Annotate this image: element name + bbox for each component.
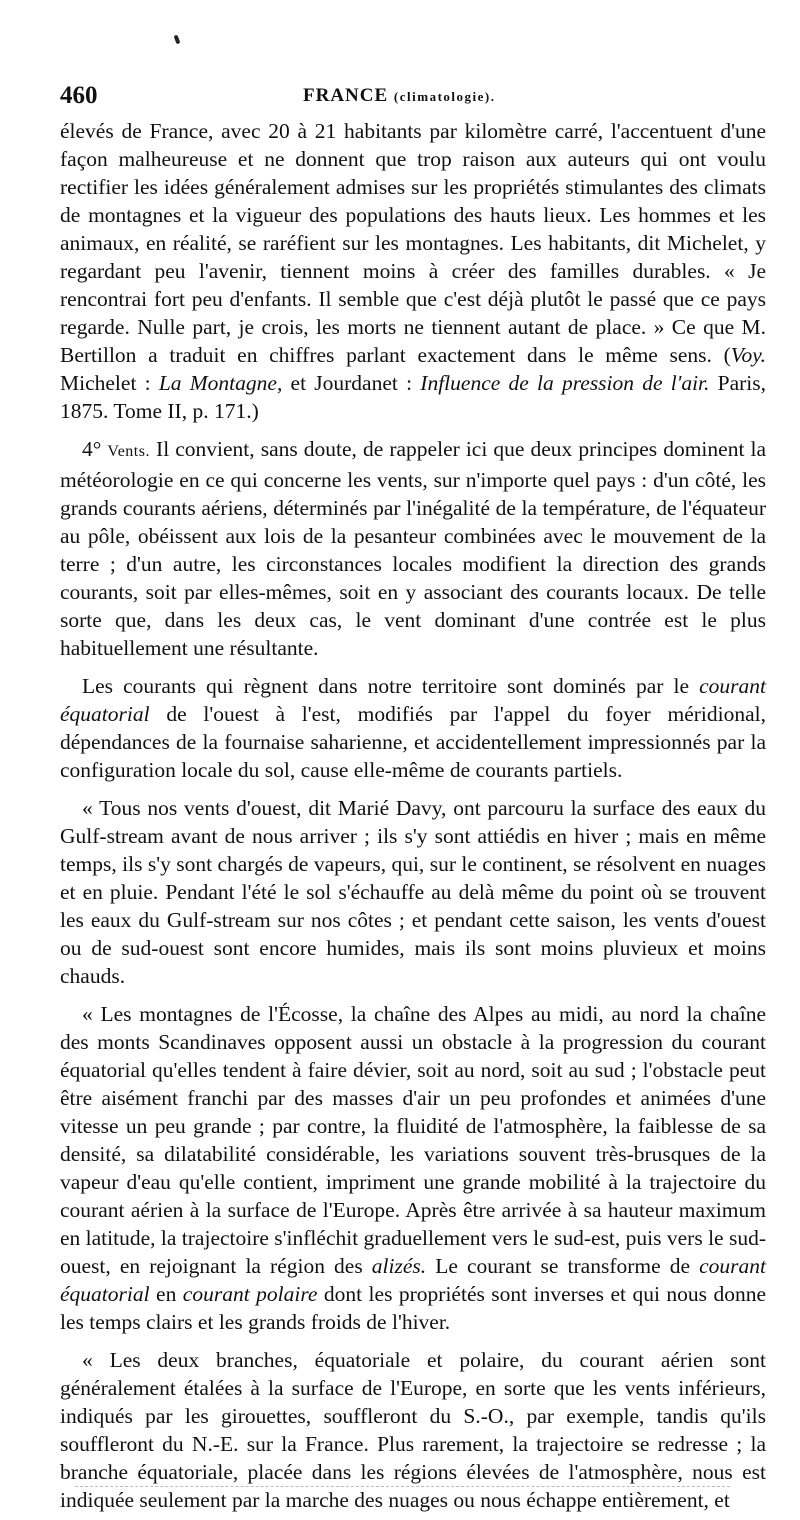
- ink-speck: [174, 35, 181, 45]
- italic-term: courant polaire: [182, 1282, 318, 1306]
- section-number: 4°: [82, 437, 108, 461]
- italic-citation: Voy.: [730, 343, 766, 367]
- paragraph-quote-montagnes: [60, 1000, 766, 1336]
- section-heading: Vents.: [107, 443, 150, 460]
- footer-rule: [75, 1486, 730, 1487]
- paragraph-quote-branches: [60, 1346, 766, 1514]
- italic-citation: La Montagne,: [158, 371, 283, 395]
- running-head-subtitle: (climatologie).: [393, 89, 496, 104]
- paragraph-text: dont les propriétés sont inverses et qui nous donne les temps clairs et les grands froids de l'hiver.: [60, 1282, 766, 1334]
- italic-term: courant équatorial: [60, 674, 766, 726]
- paragraph-text: et Jourdanet :: [282, 371, 421, 395]
- paragraph-courants: [60, 672, 766, 784]
- paragraph-text: Paris, 1875. Tome II, p. 171.): [60, 371, 767, 423]
- paragraph-vents: [60, 435, 766, 662]
- body-text: [60, 117, 766, 1514]
- running-head-title: FRANCE: [303, 85, 389, 106]
- italic-term: alizés.: [371, 1254, 427, 1278]
- italic-citation: Influence de la pression de l'air.: [420, 371, 710, 395]
- paragraph-text: « Les montagnes de l'Écosse, la chaîne des Alpes au midi, au nord la chaîne des monts Scandinaves opposent aussi un obstacle à la progression du courant équatorial qu'elles tendent à faire dévier, soit au nord, soit au sud ; l'obstacle peut être aisément franchi par des masses d'air un peu profondes et animées d'une vitesse un peu grande ; par contre, la fluidité de l'atmosphère, la faiblesse de sa densité, sa dilatabilité considérable, les variations souvent très-brusques de la vapeur d'eau qu'elle contient, impriment une grande mobilité à la trajectoire du courant aérien à la surface de l'Europe. Après être arrivée à sa hauteur maximum en latitude, la trajectoire s'infléchit graduellement vers le sud-est, puis vers le sud-ouest, en rejoignant la région des: [60, 1002, 766, 1278]
- paragraph-text: Le courant se transforme de: [426, 1254, 700, 1278]
- paragraph-continued: [60, 117, 766, 425]
- paragraph-text: de l'ouest à l'est, modifiés par l'appel du foyer méridional, dépendances de la fournaise saharienne, et accidentellement impressionnés par la configuration locale du sol, cause elle-même de courants partiels.: [60, 702, 766, 782]
- paragraph-text: Les courants qui règnent dans notre territoire sont dominés par le: [82, 674, 700, 698]
- page-number: 460: [60, 82, 98, 109]
- paragraph-text: « Tous nos vents d'ouest, dit Marié Davy, ont parcouru la surface des eaux du Gulf-stream avant de nous arriver ; ils s'y sont attiédis en hiver ; mais en même temps, ils s'y sont chargés de vapeurs, qui, sur le continent, se résolvent en nuages et en pluie. Pendant l'été le sol s'échauffe au delà même du point où se trouvent les eaux du Gulf-stream sur nos côtes ; et pendant cette saison, les vents d'ouest ou de sud-ouest sont encore humides, mais ils sont moins pluvieux et moins chauds.: [60, 796, 766, 988]
- paragraph-text: élevés de France, avec 20 à 21 habitants par kilomètre carré, l'accentuent d'une façon malheureuse et ne donnent que trop raison aux auteurs qui ont voulu rectifier les idées généralement admises sur les propriétés stimulantes des climats de montagnes et la vigueur des populations des hauts lieux. Les hommes et les animaux, en réalité, se raréfient sur les montagnes. Les habitants, dit Michelet, y regardant peu l'avenir, tiennent moins à créer des familles durables. « Je rencontrai fort peu d'enfants. Il semble que c'est déjà plutôt le passé que ce pays regarde. Nulle part, je crois, les morts ne tiennent autant de place. » Ce que M. Bertillon a traduit en chiffres parlant exactement dans le même sens. (: [60, 119, 766, 367]
- paragraph-quote-marie-davy: [60, 794, 766, 990]
- paragraph-text: Michelet :: [60, 371, 159, 395]
- page-header: [60, 82, 760, 114]
- italic-term: courant équatorial: [60, 1254, 766, 1306]
- paragraph-text: en: [149, 1282, 183, 1306]
- paragraph-text: Il convient, sans doute, de rappeler ici que deux principes dominent la météorologie en ce qui concerne les vents, sur n'importe quel pays : d'un côté, les grands courants aériens, déterminés par l'inégalité de la température, de l'équateur au pôle, obéissent aux lois de la pesanteur combinées avec le mouvement de la terre ; d'un autre, les circonstances locales modifient la direction des grands courants, soit par elles-mêmes, soit en y associant des courants locaux. De telle sorte que, dans les deux cas, le vent dominant d'une contrée est le plus habituellement une résultante.: [60, 437, 766, 660]
- paragraph-text: « Les deux branches, équatoriale et polaire, du courant aérien sont généralement étalées à la surface de l'Europe, en sorte que les vents inférieurs, indiqués par les girouettes, souffleront du S.-O., par exemple, tandis qu'ils souffleront du N.-E. sur la France. Plus rarement, la trajectoire se redresse ; la branche équatoriale, placée dans les régions élevées de l'atmosphère, nous est indiquée seulement par la marche des nuages ou nous échappe entièrement, et: [60, 1348, 766, 1512]
- running-head: [303, 85, 495, 107]
